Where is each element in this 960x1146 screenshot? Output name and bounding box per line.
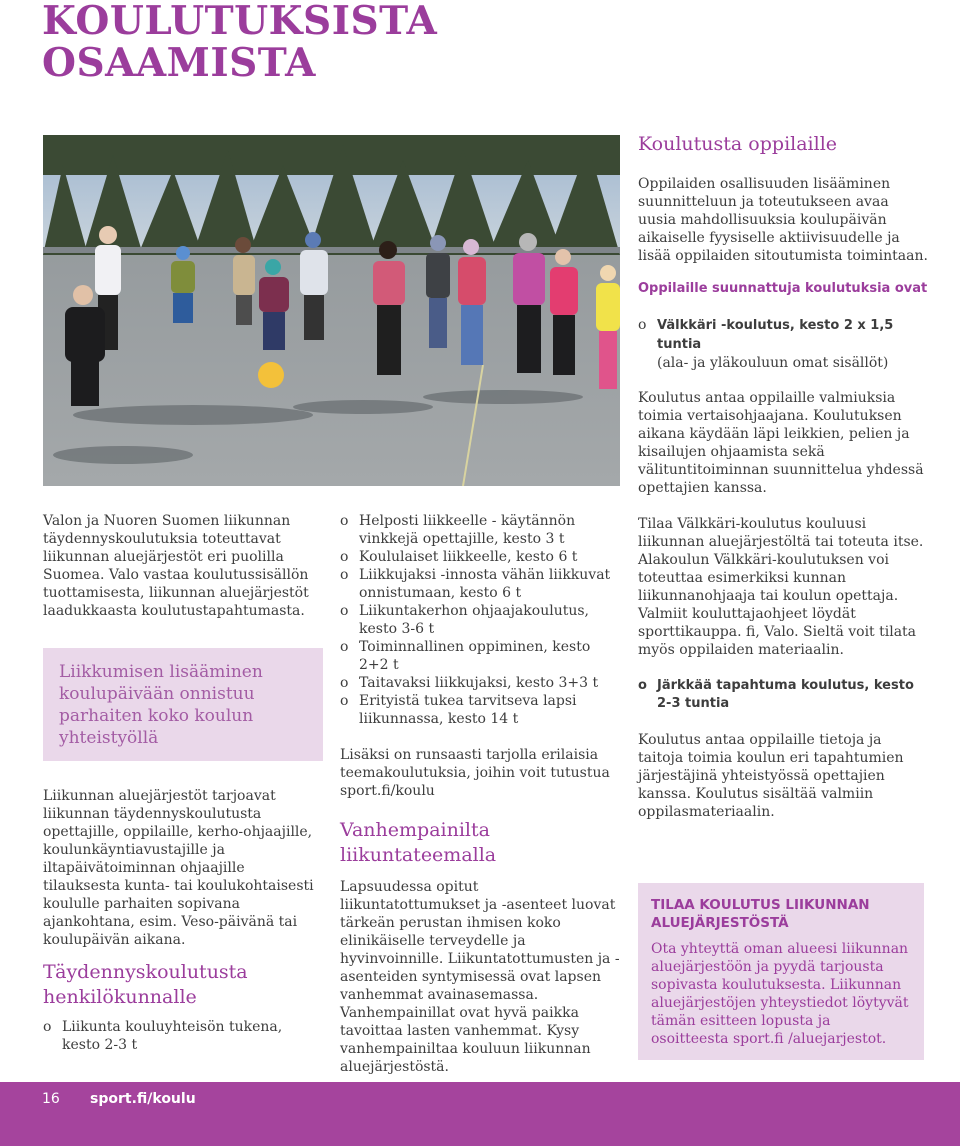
student-subheading: Oppilaille suunnattuja koulutuksia ovat [638,281,928,296]
callout-text: Liikkumisen lisääminen koulupäivään onnistuu parhaiten koko koulun yhteistyöllä [59,662,263,748]
intro-paragraph [43,512,323,620]
list-item: o Toiminnallinen oppiminen, kesto 2+2 t [340,638,620,674]
training-list-col [340,512,620,1076]
list-item: o Koululaiset liikkeelle, kesto 6 t [340,548,620,566]
list-item: o Järkkää tapahtuma koulutus, kesto 2-3 tuntia [638,677,928,713]
heading-staff-training: Täydennyskoulutusta henkilökunnalle [43,961,248,1008]
list-item: o Erityistä tukea tarvitseva lapsi liikunnassa, kesto 14 t [340,692,620,728]
valkkari-order-text: Tilaa Välkkäri-koulutus kouluusi liikunnan aluejärjestöltä tai toteuta itse. Alakoulun Välkkäri-koulutuksen voi toteuttaa esimerkiksi kunnan liikunnanohjaaja tai koulun opettaja. Valmiit kouluttajaohjeet löydät sporttikauppa. fi, Valo. Sieltä voit tilata myös oppilaiden materiaalin. [638,516,924,658]
list-item: o Liikkujaksi -innosta vähän liikkuvat onnistumaan, kesto 6 t [340,566,620,602]
page-title-line1: KOULUTUKSISTA [42,0,438,44]
page-title [42,0,437,84]
training-list [340,512,620,728]
valkkari-description: Koulutus antaa oppilaille valmiuksia toimia vertaisohjaajana. Koulutuksen aikana käydään läpi leikkien, pelien ja kisailujen ohjaamista sekä välituntitoiminnan suunnittelua yhdessä opettajien kanssa. [638,390,924,496]
list-item: o Taitavaksi liikkujaksi, kesto 3+3 t [340,674,620,692]
event-training-list [638,677,928,713]
list-item: o Helposti liikkeelle - käytännön vinkkejä opettajille, kesto 3 t [340,512,620,548]
order-training-box [638,883,924,1060]
event-training-description: Koulutus antaa oppilaille tietoja ja taitoja toimia koulun eri tapahtumien järjestäjinä yhteistyössä opettajien kanssa. Koulutus sisältää valmiin oppilasmateriaalin. [638,732,904,820]
list-item [638,316,928,372]
footer-url-link[interactable]: sport.fi/koulu [90,1091,196,1107]
intro-text: Valon ja Nuoren Suomen liikunnan täydennyskoulutuksia toteuttavat liikunnan aluejärjestöt eri puolilla Suomea. Valo vastaa koulutussisällön tuottamisesta, liikunnan aluejärjestöt laadukkaasta koulutustapahtumasta. [43,513,309,619]
valkkari-title: Välkkäri -koulutus, kesto 2 x 1,5 tuntia [657,318,894,352]
list-item: o Liikuntakerhon ohjaajakoulutus, kesto 3-6 t [340,602,620,638]
col1-para2: Liikunnan aluejärjestöt tarjoavat liikunnan täydennyskoulutusta opettajille, oppilaille, kerho-ohjaajille, koulunkäyntiavustajille ja iltapäivätoiminnan ohjaajille tilauksesta kunta- tai koulukohtaisesti koululle parhaiten sopivana ajankohtana, esim. Veso-päivänä tai koulupäivän aikana. [43,788,314,948]
heading-student-training: Koulutusta oppilaille [638,133,838,155]
student-training-list [638,316,928,372]
page-number: 16 [42,1091,60,1107]
photo-children-playing-ball-icon [43,135,620,486]
staff-training-list [43,1018,323,1054]
theme-trainings-text: Lisäksi on runsaasti tarjolla erilaisia teemakoulutuksia, joihin voit tutustua sport.fi/koulu [340,747,610,799]
page-title-line2: OSAAMISTA [42,40,316,86]
student-training-col [638,132,928,821]
callout-box [43,648,323,761]
order-box-heading: TILAA KOULUTUS LIIKUNNAN ALUEJÄRJESTÖSTÄ [651,897,870,931]
valkkari-note: (ala- ja yläkouluun omat sisällöt) [657,355,889,371]
order-box-text: Ota yhteyttä oman alueesi liikunnan aluejärjestöön ja pyydä tarjousta sopivasta koulutuksesta. Liikunnan aluejärjestöjen yhteystiedot löytyvät tämän esitteen lopusta ja osoitteesta sport.fi /aluejarjestot. [651,941,909,1047]
col1-section [43,960,323,1054]
photo-children-playing [43,135,620,486]
col1-paragraph [43,787,323,949]
heading-parents-evening: Vanhempainilta liikuntateemalla [340,819,497,866]
list-item: o Liikunta kouluyhteisön tukena, kesto 2-3 t [43,1018,323,1054]
parents-evening-text: Lapsuudessa opitut liikuntatottumukset ja -asenteet luovat tärkeän perustan ihmisen koko elinikäiselle terveydelle ja hyvinvoinnille. Liikuntatottumusten ja -asenteiden syntymisessä ovat lapsen vanhemmat avainasemassa. Vanhempainillat ovat hyvä paikka tavoittaa lasten vanhemmat. Kysy vanhempainiltaa kouluun liikunnan aluejärjestöstä. [340,879,620,1075]
student-intro-text: Oppilaiden osallisuuden lisääminen suunnitteluun ja toteutukseen avaa uusia mahdollisuuksia koulupäivän aikaiselle fyysiselle aktiivisuudelle ja lisää oppilaiden sitoutumista toimintaan. [638,176,928,264]
